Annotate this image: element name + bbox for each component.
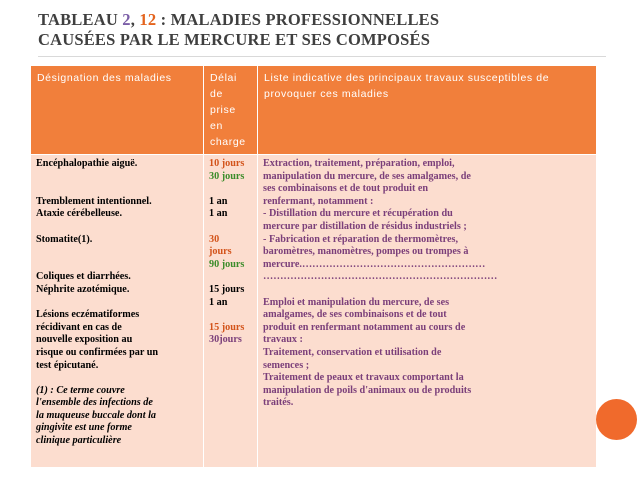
disease-line: nouvelle exposition au — [36, 334, 133, 346]
works-line: baromètres, manomètres, pompes ou trompes à — [263, 246, 469, 258]
disease-line: risque ou confirmées par un — [36, 346, 159, 358]
table-row — [31, 155, 597, 468]
slide-title — [38, 10, 598, 50]
title-separator: , — [130, 10, 140, 29]
delay-value: jours — [209, 246, 232, 258]
title-prefix: TABLEAU — [38, 10, 123, 29]
footnote-line: l'ensemble des infections de — [36, 397, 153, 409]
delay-value: 1 an — [209, 195, 228, 207]
works-line: Extraction, traitement, préparation, emploi, — [263, 158, 455, 169]
footnote-line: gingivite est une forme — [36, 422, 132, 434]
delay-value: 30 jours — [209, 170, 245, 182]
disease-line: récidivant en cas de — [36, 321, 122, 333]
works-line: …………………………………………………………… — [263, 271, 498, 283]
works-cell — [258, 155, 597, 468]
title-number-2: 2 — [122, 10, 131, 29]
works-line: mercure par distillation de résidus industriels ; — [263, 220, 467, 232]
works-line: renfermant, notamment : — [263, 195, 374, 207]
decorative-orange-circle — [596, 399, 637, 440]
title-number-12: 12 — [139, 10, 157, 29]
header-works — [258, 66, 597, 155]
delays-cell — [204, 155, 258, 468]
disease-line: Encéphalopathie aiguë. — [36, 158, 138, 169]
works-line: amalgames, de ses combinaisons et de tout — [263, 309, 447, 321]
works-line: mercure.……………………………………………… — [263, 258, 486, 270]
delay-value: 10 jours — [209, 158, 245, 169]
works-line: ses combinaisons et de tout produit en — [263, 183, 429, 195]
header-works-text: Liste indicative des principaux travaux susceptibles de provoquer ces maladies — [264, 72, 550, 100]
works-line: manipulation de poils d'animaux ou de produits — [263, 384, 472, 396]
works-line: Traitement, conservation et utilisation de — [263, 346, 442, 358]
title-suffix: : MALADIES PROFESSIONNELLES — [156, 10, 440, 29]
delay-value: 30 — [209, 233, 220, 245]
delay-value: 90 jours — [209, 258, 245, 270]
header-delay-text: Délai de prise en charge — [210, 72, 246, 148]
delay-value: 1 an — [209, 296, 228, 308]
delay-value: 30jours — [209, 334, 242, 346]
works-line: - Distillation du mercure et récupération du — [263, 208, 453, 220]
disease-line: Néphrite azotémique. — [36, 283, 130, 295]
disease-line: test épicutané. — [36, 359, 99, 371]
disease-line: Stomatite(1). — [36, 233, 93, 245]
disease-line: Lésions eczématiformes — [36, 309, 140, 321]
works-line: travaux : — [263, 334, 303, 346]
works-line: Traitement de peaux et travaux comportant la — [263, 372, 464, 384]
table-header-row — [31, 66, 597, 155]
works-line: produit en renfermant notamment au cours de — [263, 321, 466, 333]
works-line: traités. — [263, 397, 294, 409]
title-line-2: CAUSÉES PAR LE MERCURE ET SES COMPOSÉS — [38, 30, 431, 49]
works-line: - Fabrication et réparation de thermomètres, — [263, 233, 459, 245]
title-line-1 — [38, 10, 598, 30]
disease-line: Tremblement intentionnel. — [36, 195, 152, 207]
disease-line: Ataxie cérébelleuse. — [36, 208, 122, 220]
delay-value: 1 an — [209, 208, 228, 220]
works-line: Emploi et manipulation du mercure, de ses — [263, 296, 450, 308]
disease-line: Coliques et diarrhées. — [36, 271, 131, 283]
header-designation-text: Désignation des maladies — [37, 72, 172, 84]
header-delay — [204, 66, 258, 155]
delay-value: 15 jours — [209, 321, 245, 333]
works-line: semences ; — [263, 359, 310, 371]
footnote-line: (1) : Ce terme couvre — [36, 384, 125, 396]
footnote-line: la muqueuse buccale dont la — [36, 409, 156, 421]
delay-value: 15 jours — [209, 283, 245, 295]
diseases-table — [30, 65, 597, 468]
footnote-line: clinique particulière — [36, 435, 122, 447]
diseases-cell — [31, 155, 204, 468]
works-line: manipulation du mercure, de ses amalgames, de — [263, 170, 471, 182]
header-designation — [31, 66, 204, 155]
title-divider — [38, 56, 606, 57]
